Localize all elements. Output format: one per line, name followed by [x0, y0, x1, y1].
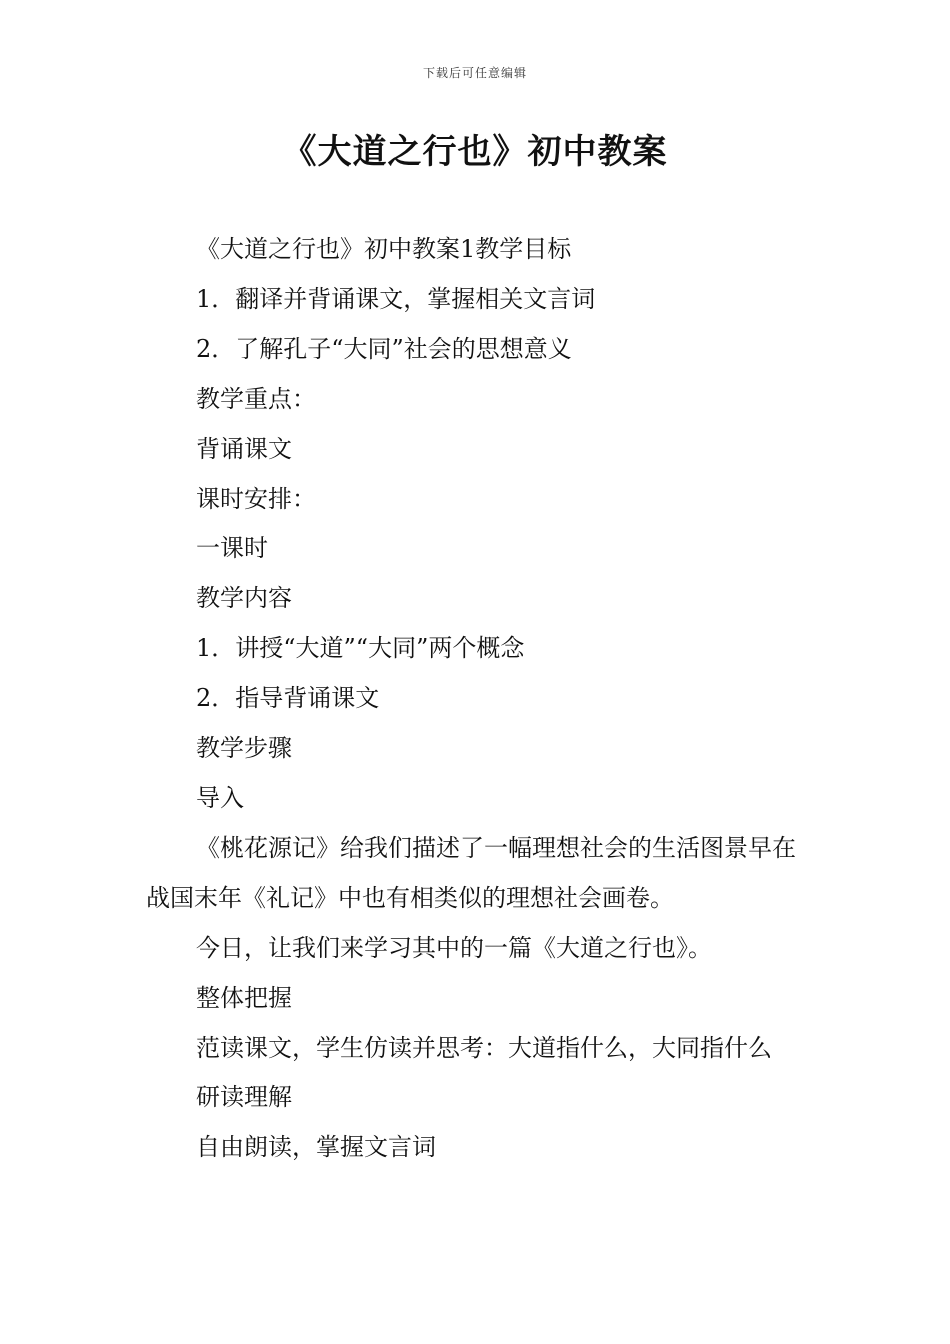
paragraph: 今日，让我们来学习其中的一篇《大道之行也》。: [196, 933, 712, 962]
paragraph: 背诵课文: [196, 434, 292, 463]
paragraph: 一课时: [196, 534, 268, 563]
paragraph: 1．翻译并背诵课文，掌握相关文言词: [196, 284, 596, 313]
paragraph: 导入: [196, 783, 244, 812]
paragraph: 研读理解: [196, 1083, 292, 1112]
paragraph: 2．了解孔子“大同”社会的思想意义: [196, 334, 572, 363]
paragraph: 教学步骤: [196, 734, 292, 763]
document-body: [146, 225, 808, 1173]
paragraph: 教学重点：: [196, 384, 316, 413]
header-note: 下载后可任意编辑: [422, 66, 527, 80]
document-title: 《大道之行也》初中教案: [282, 132, 668, 172]
paragraph: 《桃花源记》给我们描述了一幅理想社会的生活图景早在战国末年《礼记》中也有相类似的理想社会画卷。: [146, 833, 796, 912]
paragraph: 自由朗读，掌握文言词: [196, 1133, 436, 1162]
paragraph: 2．指导背诵课文: [196, 684, 380, 713]
paragraph: 教学内容: [196, 584, 292, 613]
paragraph: 1．讲授“大道”“大同”两个概念: [196, 634, 525, 663]
paragraph: 《大道之行也》初中教案1教学目标: [196, 235, 572, 263]
paragraph: 课时安排：: [196, 484, 316, 513]
paragraph: 范读课文，学生仿读并思考：大道指什么，大同指什么: [196, 1033, 772, 1062]
paragraph: 整体把握: [196, 983, 292, 1012]
